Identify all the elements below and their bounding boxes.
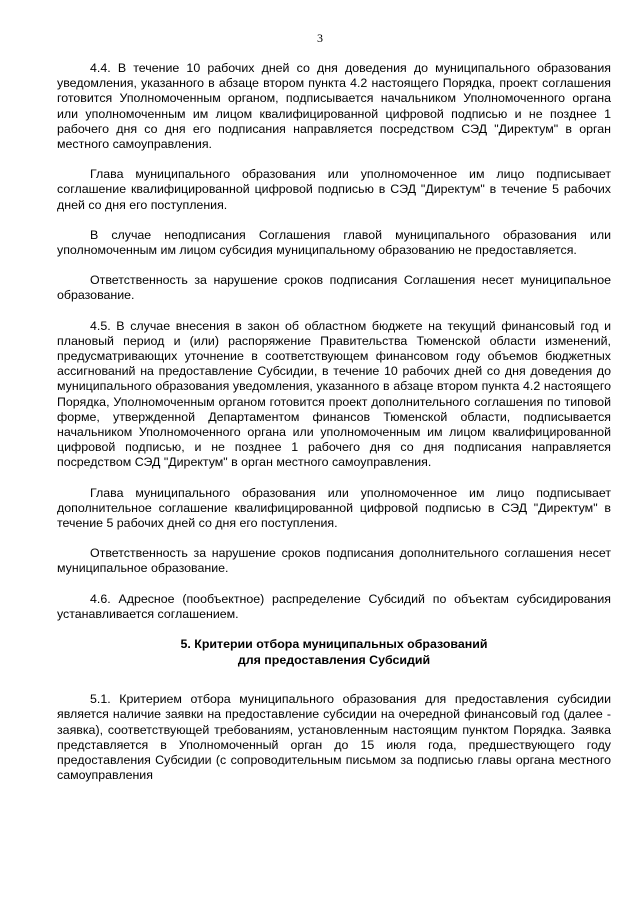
section-heading [57,637,611,668]
paragraph-4-4-responsibility: Ответственность за нарушение сроков подписания Соглашения несет муниципальное образование. [57,273,611,303]
paragraph-4-4-not-signed: В случае неподписания Соглашения главой муниципального образования или уполномоченным им лицом субсидия муниципальному образованию не предоставляется. [57,227,611,258]
paragraph-4-5: 4.5. В случае внесения в закон об областном бюджете на текущий финансовый год и плановый период и (или) распоряжение Правительства Тюменской области изменений, предусматривающих уточнение в соответствующем финансовом году объемов бюджетных ассигнований на предоставление Субсидии, в течение 10 рабочих дней со дня доведения до муниципального образования уведомления, указанного в абзаце втором пункта 4.2 настоящего Порядка, Уполномоченным органом готовится проект дополнительного соглашения по типовой форме, утвержденной Департаментом финансов Тюменской области, подписывается начальником Уполномоченного органа или уполномоченным им лицом квалифицированной цифровой подписью, и не позднее 1 рабочего дня со дня подписания направляется посредством СЭД "Директум" в орган местного самоуправления. [57,318,611,470]
paragraph-4-5-responsibility: Ответственность за нарушение сроков подписания дополнительного соглашения несет муниципальное образование. [57,546,611,576]
paragraph-5-1: 5.1. Критерием отбора муниципального образования для предоставления субсидии является наличие заявки на предоставление субсидии на очередной финансовый год (далее - заявка), соответствующей требованиям, установленным настоящим пунктом Порядка. Заявка представляется в Уполномоченный орган до 15 июля года, предшествующего году предоставления Субсидии (с сопроводительным письмом за подписью главы органа местного самоуправления [57,692,611,783]
paragraph-4-6: 4.6. Адресное (пообъектное) распределение Субсидий по объектам субсидирования устанавливается соглашением. [57,591,611,621]
paragraph-4-5-signing: Глава муниципального образования или уполномоченное им лицо подписывает дополнительное соглашение квалифицированной цифровой подписью в СЭД "Директум" в течение 5 рабочих дней со дня его поступления. [57,485,611,531]
paragraph-4-4: 4.4. В течение 10 рабочих дней со дня доведения до муниципального образования уведомления, указанного в абзаце втором пункта 4.2 настоящего Порядка, проект соглашения готовится Уполномоченным органом, подписывается начальником Уполномоченного органа или уполномоченным им лицом квалифицированной цифровой подписью и не позднее 1 рабочего дня со дня его подписания направляется посредством СЭД "Директум" в орган местного самоуправления. [57,61,611,152]
section-heading-line-2: для предоставления Субсидий [237,652,431,667]
section-heading-line-1: 5. Критерии отбора муниципальных образований [180,637,488,652]
document-body [57,61,611,783]
page-number: 3 [317,31,323,45]
paragraph-4-4-signing: Глава муниципального образования или уполномоченное им лицо подписывает соглашение квалифицированной цифровой подписью в СЭД "Директум" в течение 5 рабочих дней со дня его поступления. [57,167,611,212]
